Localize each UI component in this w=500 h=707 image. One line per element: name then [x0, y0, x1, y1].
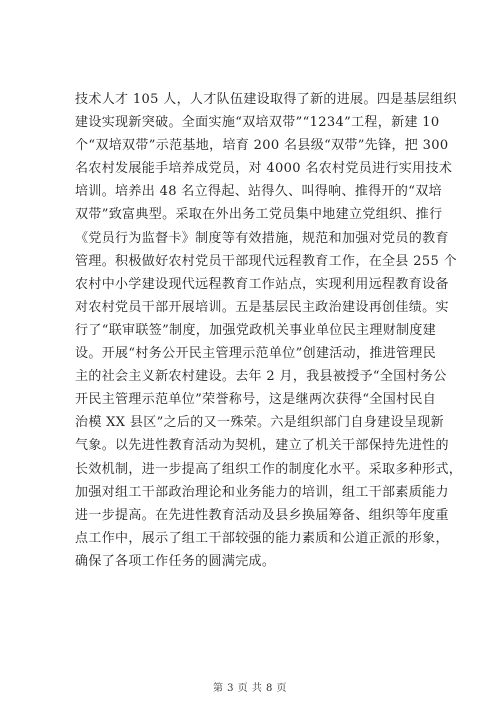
- text-line: 进一步提高。在先进性教育活动及县乡换届筹备、组织等年度重: [75, 507, 449, 523]
- text-line: 对农村党员干部开展培训。五是基层民主政治建设再创佳绩。实: [75, 299, 449, 315]
- text-line: 确保了各项工作任务的圆满完成。: [75, 553, 276, 569]
- text-line: 设。开展“村务公开民主管理示范单位”创建活动，推进管理民: [75, 346, 437, 362]
- text-line: 农村中小学建设现代远程教育工作站点，实现利用远程教育设备: [75, 276, 449, 292]
- text-line: 行了“联审联签”制度，加强党政机关事业单位民主理财制度建: [75, 322, 437, 338]
- text-line: 技术人才 105 人，人才队伍建设取得了新的进展。四是基层组织: [75, 92, 457, 107]
- page-number-footer: 第 3 页 共 8 页: [212, 683, 288, 694]
- text-line: 双带”致富典型。采取在外出务工党员集中地建立党组织、推行: [75, 207, 443, 223]
- text-line: 主的社会主义新农村建设。去年 2 月，我县被授予“全国村务公: [75, 369, 447, 385]
- text-line: 建设实现新突破。全面实施“双培双带”“1234”工程，新建 10: [75, 115, 440, 131]
- text-line: 《党员行为监督卡》制度等有效措施，规范和加强对党员的教育: [75, 230, 449, 246]
- text-line: 治模 XX 县区”之后的又一殊荣。六是组织部门自身建设呈现新: [75, 415, 444, 431]
- text-line: 开民主管理示范单位”荣誉称号，这是继两次获得“全国村民自: [75, 392, 437, 408]
- body-paragraph: [75, 88, 463, 573]
- text-line: 长效机制，进一步提高了组织工作的制度化水平。采取多种形式，: [75, 461, 463, 477]
- text-line: 点工作中，展示了组工干部较强的能力素质和公道正派的形象，: [75, 530, 449, 546]
- text-line: 管理。积极做好农村党员干部现代远程教育工作，在全县 255 个: [75, 253, 457, 269]
- text-line: 加强对组工干部政治理论和业务能力的培训，组工干部素质能力: [75, 484, 449, 500]
- text-line: 个“双培双带”示范基地，培育 200 名县级“双带”先锋，把 300: [75, 138, 449, 154]
- text-line: 培训。培养出 48 名立得起、站得久、叫得响、推得开的“双培: [75, 184, 442, 200]
- text-line: 名农村发展能手培养成党员，对 4000 名农村党员进行实用技术: [75, 161, 453, 177]
- text-line: 气象。以先进性教育活动为契机，建立了机关干部保持先进性的: [75, 438, 449, 454]
